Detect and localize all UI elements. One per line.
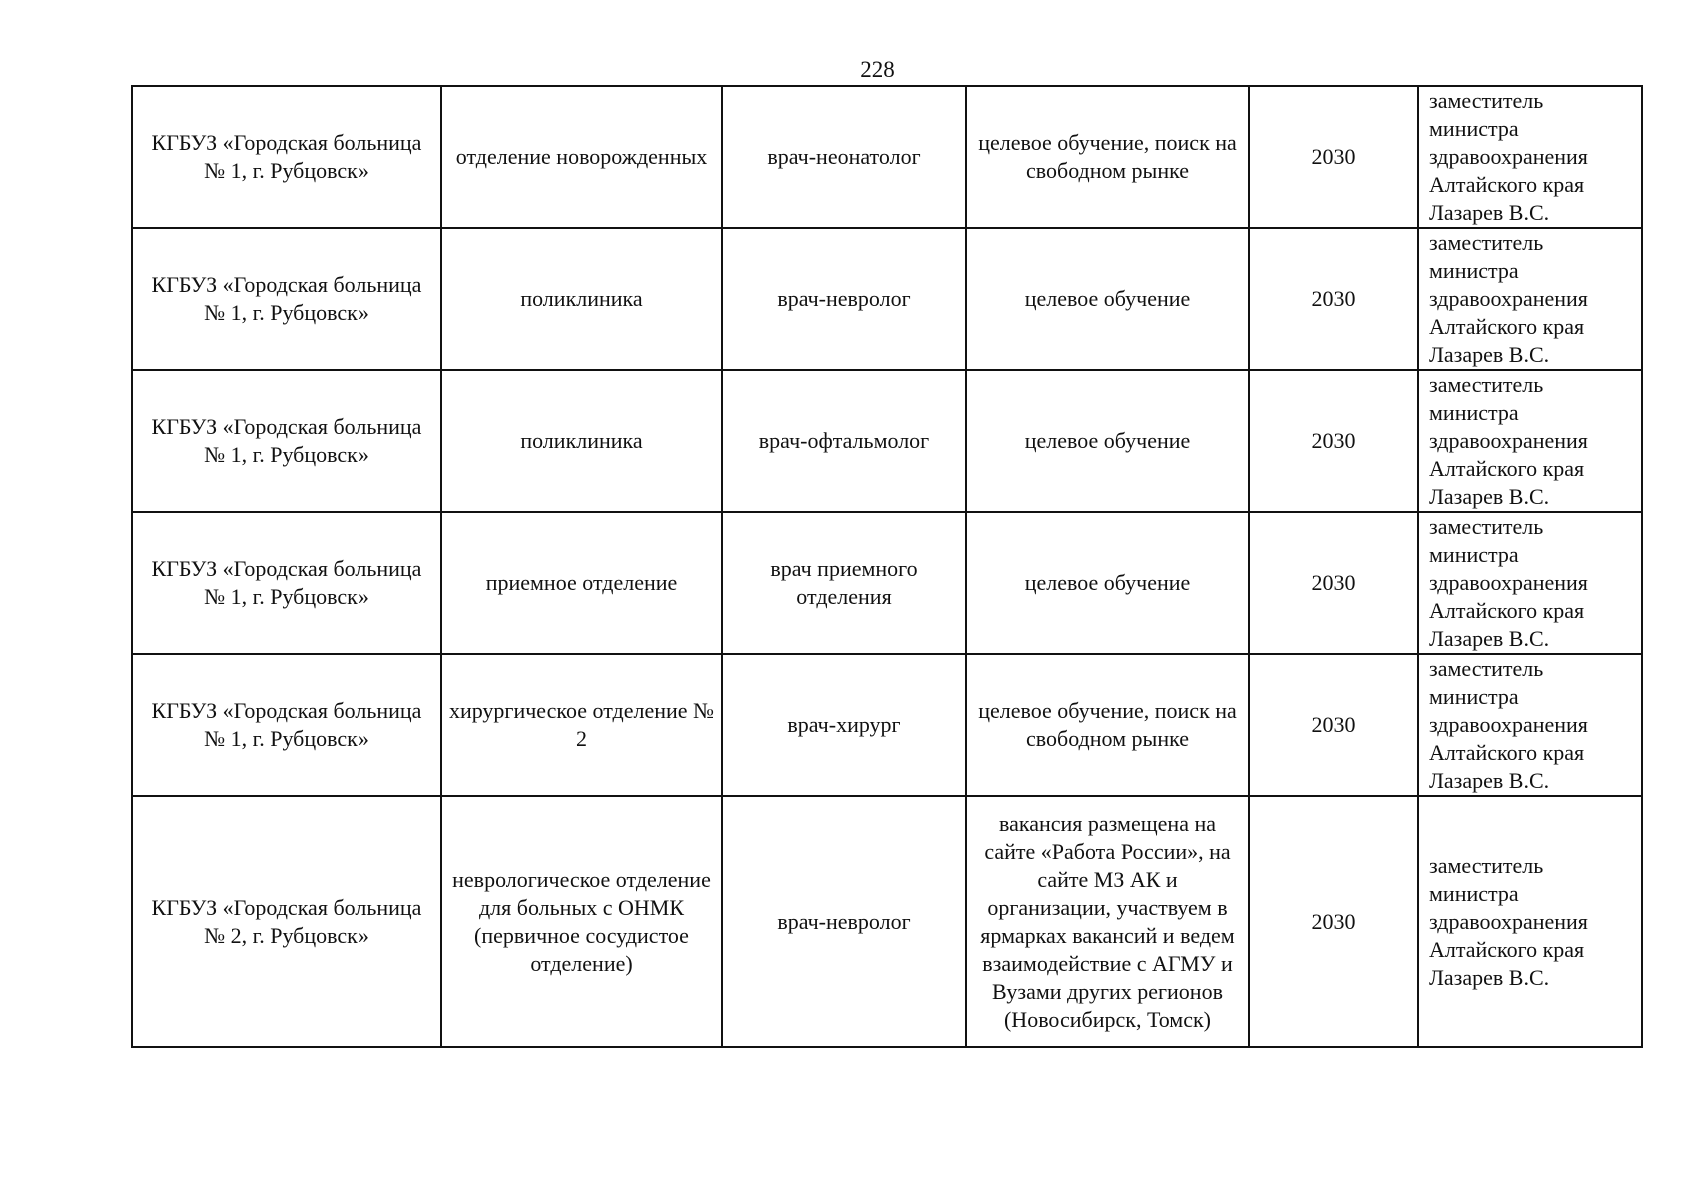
measures-cell: вакансия размещена на сайте «Работа России», на сайте МЗ АК и организации, участвуем в ярмарках вакансий и ведем взаимодействие с АГМУ и Вузами других регионов (Новосибирск, Томск) bbox=[966, 796, 1249, 1047]
department-cell: неврологическое отделение для больных с ОНМК (первичное сосудистое отделение) bbox=[441, 796, 722, 1047]
responsible-cell: заместитель министра здравоохранения Алтайского края Лазарев В.С. bbox=[1418, 86, 1642, 228]
table-row bbox=[132, 654, 1642, 796]
department-cell: поликлиника bbox=[441, 370, 722, 512]
year-cell: 2030 bbox=[1249, 228, 1418, 370]
year-cell: 2030 bbox=[1249, 86, 1418, 228]
page-number: 228 bbox=[860, 57, 895, 82]
organization-cell: КГБУЗ «Городская больница № 1, г. Рубцовск» bbox=[132, 512, 441, 654]
department-cell: поликлиника bbox=[441, 228, 722, 370]
table-row bbox=[132, 796, 1642, 1047]
table-row bbox=[132, 370, 1642, 512]
year-cell: 2030 bbox=[1249, 654, 1418, 796]
department-cell: приемное отделение bbox=[441, 512, 722, 654]
organization-cell: КГБУЗ «Городская больница № 1, г. Рубцовск» bbox=[132, 370, 441, 512]
organization-cell: КГБУЗ «Городская больница № 1, г. Рубцовск» bbox=[132, 228, 441, 370]
organization-cell: КГБУЗ «Городская больница № 2, г. Рубцовск» bbox=[132, 796, 441, 1047]
responsible-cell: заместитель министра здравоохранения Алтайского края Лазарев В.С. bbox=[1418, 228, 1642, 370]
position-cell: врач-неонатолог bbox=[722, 86, 966, 228]
responsible-cell: заместитель министра здравоохранения Алтайского края Лазарев В.С. bbox=[1418, 370, 1642, 512]
year-cell: 2030 bbox=[1249, 796, 1418, 1047]
responsible-cell: заместитель министра здравоохранения Алтайского края Лазарев В.С. bbox=[1418, 796, 1642, 1047]
department-cell: хирургическое отделение № 2 bbox=[441, 654, 722, 796]
measures-cell: целевое обучение, поиск на свободном рынке bbox=[966, 654, 1249, 796]
table-row bbox=[132, 86, 1642, 228]
position-cell: врач-офтальмолог bbox=[722, 370, 966, 512]
organization-cell: КГБУЗ «Городская больница № 1, г. Рубцовск» bbox=[132, 86, 441, 228]
staffing-table bbox=[131, 85, 1643, 1048]
position-cell: врач-хирург bbox=[722, 654, 966, 796]
measures-cell: целевое обучение bbox=[966, 228, 1249, 370]
measures-cell: целевое обучение bbox=[966, 512, 1249, 654]
year-cell: 2030 bbox=[1249, 512, 1418, 654]
measures-cell: целевое обучение bbox=[966, 370, 1249, 512]
responsible-cell: заместитель министра здравоохранения Алтайского края Лазарев В.С. bbox=[1418, 512, 1642, 654]
responsible-cell: заместитель министра здравоохранения Алтайского края Лазарев В.С. bbox=[1418, 654, 1642, 796]
position-cell: врач приемного отделения bbox=[722, 512, 966, 654]
position-cell: врач-невролог bbox=[722, 796, 966, 1047]
measures-cell: целевое обучение, поиск на свободном рынке bbox=[966, 86, 1249, 228]
table-row bbox=[132, 228, 1642, 370]
year-cell: 2030 bbox=[1249, 370, 1418, 512]
position-cell: врач-невролог bbox=[722, 228, 966, 370]
department-cell: отделение новорожденных bbox=[441, 86, 722, 228]
table-row bbox=[132, 512, 1642, 654]
organization-cell: КГБУЗ «Городская больница № 1, г. Рубцовск» bbox=[132, 654, 441, 796]
